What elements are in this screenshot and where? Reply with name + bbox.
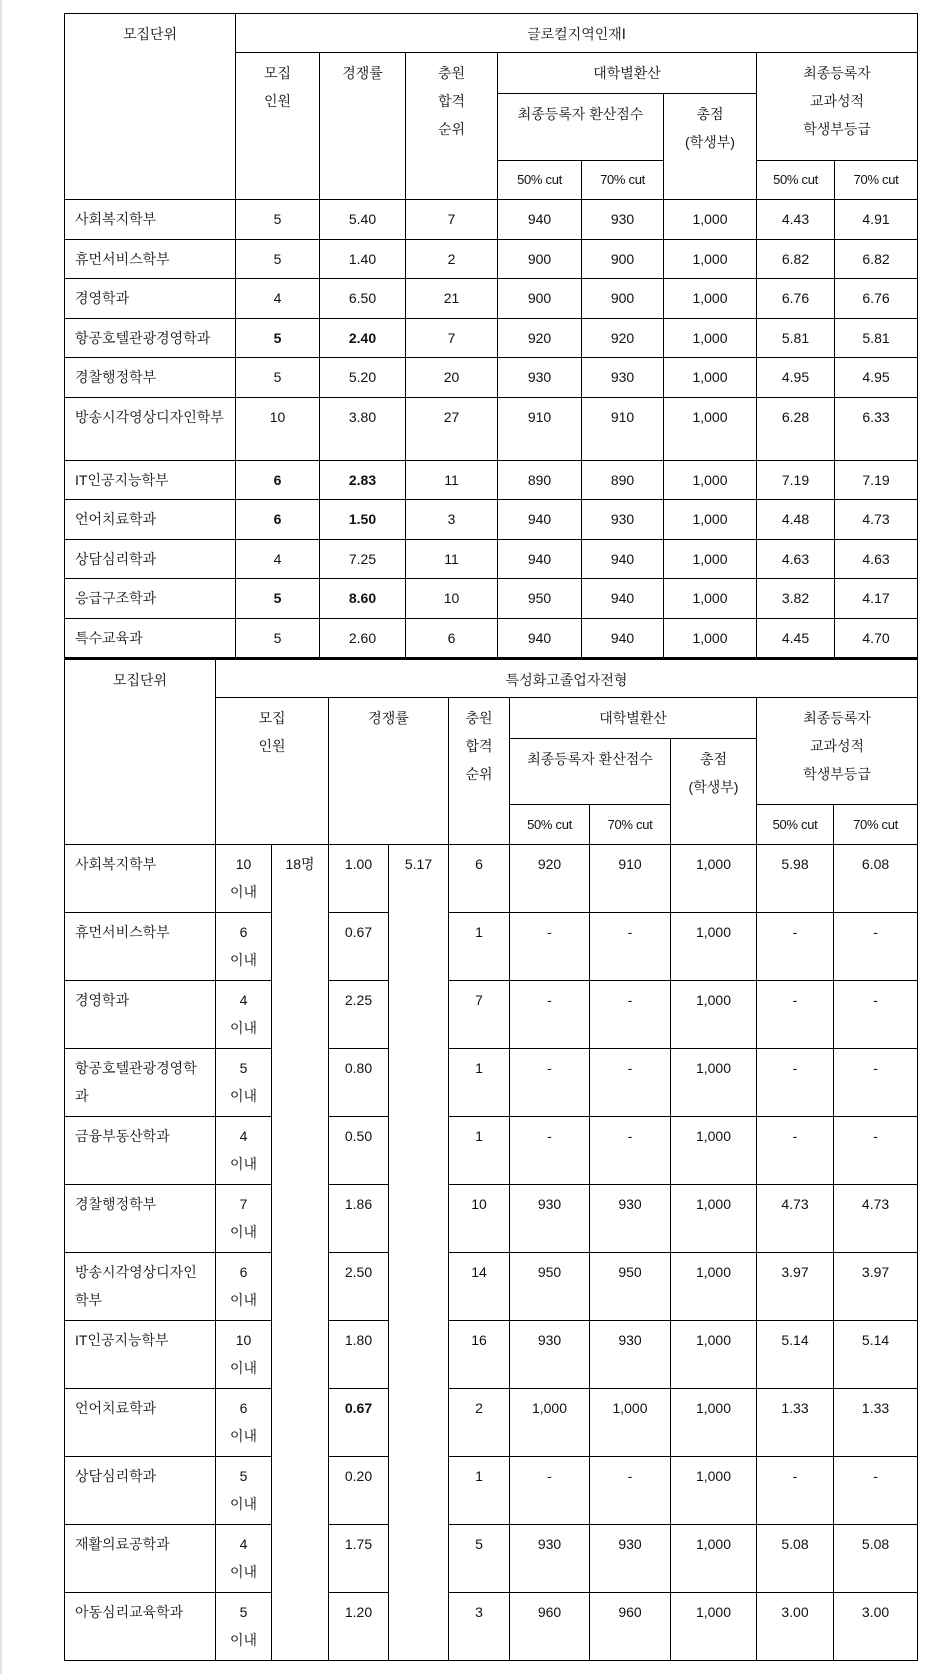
quota	[216, 1525, 272, 1593]
table-row	[65, 1185, 918, 1253]
quota-value: 4	[239, 1128, 248, 1144]
grade-cut50: 4.45	[757, 619, 835, 658]
competition-rate: 1.50	[320, 500, 406, 540]
competition-rate: 5.40	[320, 200, 406, 240]
score-cut50: 920	[510, 845, 590, 913]
table-row	[65, 1389, 918, 1457]
score-cut70: 910	[590, 845, 671, 913]
unit-name: 응급구조학과	[65, 579, 236, 619]
quota: 4	[236, 279, 320, 319]
total-score: 1,000	[664, 358, 757, 398]
competition-rate: 2.50	[329, 1253, 389, 1321]
score-cut50: -	[510, 1457, 590, 1525]
unit-name: 상담심리학과	[65, 540, 236, 579]
score-cut70: -	[590, 1049, 671, 1117]
table-row	[65, 1593, 918, 1661]
total-score: 1,000	[671, 1525, 757, 1593]
table-row	[65, 358, 918, 398]
header-grade: 최종등록자 교과성적 학생부등급	[757, 698, 918, 805]
grade-cut50: -	[757, 913, 834, 981]
table-row	[65, 1457, 918, 1525]
total-score: 1,000	[671, 1457, 757, 1525]
score-cut70: 930	[582, 500, 664, 540]
quota-value: 5	[239, 1604, 248, 1620]
grade-cut70: 4.95	[835, 358, 918, 398]
unit-name: 휴먼서비스학부	[65, 240, 236, 279]
score-cut70: 930	[582, 200, 664, 240]
grade-cut50: -	[757, 1457, 834, 1525]
unit-name: 사회복지학부	[65, 845, 216, 913]
total-score: 1,000	[671, 1593, 757, 1661]
unit-name: 방송시각영상디자인학부	[65, 398, 236, 461]
grade-cut70: 4.63	[835, 540, 918, 579]
total-score: 1,000	[671, 1049, 757, 1117]
header-unit: 모집단위	[65, 14, 236, 200]
table-row	[65, 398, 918, 461]
total-score: 1,000	[671, 981, 757, 1049]
additional-pass-rank: 10	[406, 579, 498, 619]
quota-value: 5	[239, 1060, 248, 1076]
quota-value: 10	[235, 1332, 252, 1348]
quota: 5	[236, 240, 320, 279]
total-score: 1,000	[671, 1321, 757, 1389]
header-cut70: 70% cut	[582, 161, 664, 200]
grade-cut70: 5.81	[835, 319, 918, 358]
quota	[216, 1117, 272, 1185]
score-cut70: 1,000	[590, 1389, 671, 1457]
total-score: 1,000	[664, 200, 757, 240]
total-score: 1,000	[664, 540, 757, 579]
header-quota: 모집 인원	[236, 53, 320, 200]
grade-cut50: -	[757, 1117, 834, 1185]
table-row	[65, 461, 918, 500]
additional-pass-rank: 21	[406, 279, 498, 319]
quota-suffix: 이내	[229, 1292, 258, 1308]
quota: 4	[236, 540, 320, 579]
score-cut50: 1,000	[510, 1389, 590, 1457]
quota	[216, 1321, 272, 1389]
score-cut50: 930	[510, 1321, 590, 1389]
total-quota: 18명	[272, 845, 329, 1661]
unit-name: 경영학과	[65, 279, 236, 319]
total-score: 1,000	[671, 845, 757, 913]
grade-cut70: 4.73	[834, 1185, 918, 1253]
score-cut70: 930	[582, 358, 664, 398]
quota-suffix: 이내	[229, 1632, 258, 1648]
header-section-title: 글로컬지역인재Ⅰ	[236, 14, 918, 53]
quota-suffix: 이내	[229, 1496, 258, 1512]
additional-pass-rank: 11	[406, 461, 498, 500]
quota-value: 4	[239, 992, 248, 1008]
quota	[216, 913, 272, 981]
score-cut50: 940	[498, 200, 582, 240]
grade-cut50: 4.95	[757, 358, 835, 398]
grade-cut70: -	[834, 981, 918, 1049]
total-score: 1,000	[664, 398, 757, 461]
table-row	[65, 845, 918, 913]
score-cut70: 940	[582, 540, 664, 579]
table-row	[65, 913, 918, 981]
grade-cut70: 6.76	[835, 279, 918, 319]
table-row	[65, 319, 918, 358]
table-row	[65, 540, 918, 579]
additional-pass-rank: 7	[406, 200, 498, 240]
grade-cut50: 6.82	[757, 240, 835, 279]
grade-cut50: 6.76	[757, 279, 835, 319]
header-rate: 경쟁률	[320, 53, 406, 200]
total-score: 1,000	[664, 279, 757, 319]
additional-pass-rank: 14	[449, 1253, 510, 1321]
additional-pass-rank: 7	[406, 319, 498, 358]
unit-name: 아동심리교육학과	[65, 1593, 216, 1661]
unit-name: 휴먼서비스학부	[65, 913, 216, 981]
unit-name: 언어치료학과	[65, 1389, 216, 1457]
unit-name: 상담심리학과	[65, 1457, 216, 1525]
unit-name: 사회복지학부	[65, 200, 236, 240]
total-competition-rate: 5.17	[389, 845, 449, 1661]
unit-name: 항공호텔관광경영학과	[65, 319, 236, 358]
unit-name: 금융부동산학과	[65, 1117, 216, 1185]
quota-value: 6	[239, 1264, 248, 1280]
score-cut50: 940	[498, 500, 582, 540]
score-cut50: 890	[498, 461, 582, 500]
header-section-title: 특성화고졸업자전형	[216, 659, 918, 698]
header-total: 총점 (학생부)	[671, 739, 757, 845]
additional-pass-rank: 27	[406, 398, 498, 461]
additional-pass-rank: 2	[406, 240, 498, 279]
header-grade-cut50: 50% cut	[757, 161, 835, 200]
grade-cut50: -	[757, 1049, 834, 1117]
quota	[216, 1049, 272, 1117]
quota-suffix: 이내	[229, 1428, 258, 1444]
header-grade-cut50: 50% cut	[757, 805, 834, 845]
table-row	[65, 1253, 918, 1321]
unit-name: 경찰행정학부	[65, 1185, 216, 1253]
unit-name: 언어치료학과	[65, 500, 236, 540]
additional-pass-rank: 1	[449, 913, 510, 981]
header-total: 총점 (학생부)	[664, 94, 757, 200]
table-row	[65, 1049, 918, 1117]
additional-pass-rank: 3	[406, 500, 498, 540]
competition-rate: 0.80	[329, 1049, 389, 1117]
score-cut50: 940	[498, 619, 582, 658]
page-left-edge	[0, 0, 2, 1674]
unit-name: 항공호텔관광경영학과	[65, 1049, 216, 1117]
competition-rate: 2.25	[329, 981, 389, 1049]
grade-cut70: 5.08	[834, 1525, 918, 1593]
score-cut70: 890	[582, 461, 664, 500]
competition-rate: 0.50	[329, 1117, 389, 1185]
grade-cut70: 7.19	[835, 461, 918, 500]
table-row	[65, 1117, 918, 1185]
table-row	[65, 619, 918, 658]
grade-cut50: 7.19	[757, 461, 835, 500]
quota: 5	[236, 319, 320, 358]
score-cut50: -	[510, 1049, 590, 1117]
grade-cut70: -	[834, 1457, 918, 1525]
total-score: 1,000	[664, 579, 757, 619]
total-score: 1,000	[664, 461, 757, 500]
quota: 5	[236, 619, 320, 658]
competition-rate: 6.50	[320, 279, 406, 319]
score-cut70: 900	[582, 240, 664, 279]
quota-suffix: 이내	[229, 1224, 258, 1240]
additional-pass-rank: 5	[449, 1525, 510, 1593]
grade-cut50: 5.08	[757, 1525, 834, 1593]
additional-pass-rank: 2	[449, 1389, 510, 1457]
quota-suffix: 이내	[229, 1020, 258, 1036]
additional-pass-rank: 1	[449, 1049, 510, 1117]
score-cut50: 910	[498, 398, 582, 461]
header-unit: 모집단위	[65, 659, 216, 845]
unit-name: 재활의료공학과	[65, 1525, 216, 1593]
score-cut70: -	[590, 1117, 671, 1185]
total-score: 1,000	[664, 500, 757, 540]
unit-name: 방송시각영상디자인학부	[65, 1253, 216, 1321]
quota-suffix: 이내	[229, 952, 258, 968]
table-row	[65, 240, 918, 279]
grade-cut50: 5.14	[757, 1321, 834, 1389]
additional-pass-rank: 6	[449, 845, 510, 913]
quota-value: 7	[239, 1196, 248, 1212]
total-score: 1,000	[664, 619, 757, 658]
additional-pass-rank: 10	[449, 1185, 510, 1253]
header-rank: 충원 합격 순위	[406, 53, 498, 200]
score-cut70: -	[590, 913, 671, 981]
grade-cut50: 4.43	[757, 200, 835, 240]
quota: 6	[236, 461, 320, 500]
score-cut70: 940	[582, 579, 664, 619]
table-row	[65, 579, 918, 619]
header-rate: 경쟁률	[329, 698, 449, 845]
quota-value: 6	[239, 1400, 248, 1416]
quota-suffix: 이내	[229, 1156, 258, 1172]
grade-cut70: -	[834, 1049, 918, 1117]
grade-cut50: -	[757, 981, 834, 1049]
score-cut50: 920	[498, 319, 582, 358]
competition-rate: 1.40	[320, 240, 406, 279]
score-cut50: 950	[510, 1253, 590, 1321]
additional-pass-rank: 3	[449, 1593, 510, 1661]
score-cut70: 930	[590, 1321, 671, 1389]
competition-rate: 1.86	[329, 1185, 389, 1253]
quota	[216, 1457, 272, 1525]
grade-cut70: 3.00	[834, 1593, 918, 1661]
grade-cut70: 6.33	[835, 398, 918, 461]
table-row	[65, 981, 918, 1049]
quota	[216, 1593, 272, 1661]
total-score: 1,000	[671, 1253, 757, 1321]
score-cut50: 900	[498, 240, 582, 279]
quota-suffix: 이내	[229, 1088, 258, 1104]
quota-suffix: 이내	[229, 884, 258, 900]
score-cut70: 930	[590, 1185, 671, 1253]
quota-suffix: 이내	[229, 1564, 258, 1580]
grade-cut50: 5.81	[757, 319, 835, 358]
score-cut50: -	[510, 981, 590, 1049]
additional-pass-rank: 1	[449, 1117, 510, 1185]
score-cut70: 930	[590, 1525, 671, 1593]
competition-rate: 3.80	[320, 398, 406, 461]
header-final-conversion: 최종등록자 환산점수	[498, 94, 664, 161]
header-cut50: 50% cut	[510, 805, 590, 845]
total-score: 1,000	[671, 1117, 757, 1185]
grade-cut70: 4.17	[835, 579, 918, 619]
quota-value: 5	[239, 1468, 248, 1484]
score-cut70: 910	[582, 398, 664, 461]
quota-value: 10	[235, 856, 252, 872]
table-row	[65, 279, 918, 319]
unit-name: 특수교육과	[65, 619, 236, 658]
quota: 5	[236, 579, 320, 619]
grade-cut50: 3.00	[757, 1593, 834, 1661]
header-final-conversion: 최종등록자 환산점수	[510, 739, 671, 805]
unit-name: IT인공지능학부	[65, 461, 236, 500]
additional-pass-rank: 6	[406, 619, 498, 658]
header-cut70: 70% cut	[590, 805, 671, 845]
grade-cut70: 3.97	[834, 1253, 918, 1321]
grade-cut50: 1.33	[757, 1389, 834, 1457]
total-score: 1,000	[671, 1185, 757, 1253]
score-cut70: 950	[590, 1253, 671, 1321]
competition-rate: 1.00	[329, 845, 389, 913]
header-grade-cut70: 70% cut	[834, 805, 918, 845]
table-row	[65, 1525, 918, 1593]
quota: 5	[236, 200, 320, 240]
competition-rate: 0.67	[329, 913, 389, 981]
score-cut70: 900	[582, 279, 664, 319]
grade-cut70: 4.91	[835, 200, 918, 240]
unit-name: 경찰행정학부	[65, 358, 236, 398]
header-grade: 최종등록자 교과성적 학생부등급	[757, 53, 918, 161]
competition-rate: 0.20	[329, 1457, 389, 1525]
score-cut70: 960	[590, 1593, 671, 1661]
total-score: 1,000	[664, 319, 757, 358]
quota-value: 4	[239, 1536, 248, 1552]
grade-cut70: -	[834, 1117, 918, 1185]
grade-cut50: 3.97	[757, 1253, 834, 1321]
score-cut70: -	[590, 981, 671, 1049]
grade-cut70: 1.33	[834, 1389, 918, 1457]
quota: 5	[236, 358, 320, 398]
score-cut50: -	[510, 1117, 590, 1185]
score-cut50: 950	[498, 579, 582, 619]
score-cut70: -	[590, 1457, 671, 1525]
competition-rate: 0.67	[329, 1389, 389, 1457]
header-rank: 충원 합격 순위	[449, 698, 510, 845]
grade-cut70: 4.73	[835, 500, 918, 540]
quota	[216, 1253, 272, 1321]
grade-cut50: 4.63	[757, 540, 835, 579]
total-score: 1,000	[664, 240, 757, 279]
grade-cut70: 6.08	[834, 845, 918, 913]
header-cut50: 50% cut	[498, 161, 582, 200]
score-cut50: 930	[510, 1185, 590, 1253]
competition-rate: 1.75	[329, 1525, 389, 1593]
competition-rate: 1.80	[329, 1321, 389, 1389]
competition-rate: 2.83	[320, 461, 406, 500]
quota	[216, 1389, 272, 1457]
table-global-local-talent	[64, 13, 918, 658]
quota	[216, 981, 272, 1049]
score-cut50: 930	[510, 1525, 590, 1593]
additional-pass-rank: 7	[449, 981, 510, 1049]
unit-name: IT인공지능학부	[65, 1321, 216, 1389]
total-score: 1,000	[671, 1389, 757, 1457]
quota-suffix: 이내	[229, 1360, 258, 1376]
competition-rate: 7.25	[320, 540, 406, 579]
competition-rate: 2.60	[320, 619, 406, 658]
competition-rate: 8.60	[320, 579, 406, 619]
competition-rate: 1.20	[329, 1593, 389, 1661]
score-cut50: 900	[498, 279, 582, 319]
grade-cut50: 4.48	[757, 500, 835, 540]
grade-cut50: 6.28	[757, 398, 835, 461]
header-quota: 모집 인원	[216, 698, 329, 845]
grade-cut70: 4.70	[835, 619, 918, 658]
grade-cut70: -	[834, 913, 918, 981]
additional-pass-rank: 11	[406, 540, 498, 579]
header-univ-conversion: 대학별환산	[510, 698, 757, 739]
competition-rate: 2.40	[320, 319, 406, 358]
quota	[216, 1185, 272, 1253]
grade-cut70: 5.14	[834, 1321, 918, 1389]
header-univ-conversion: 대학별환산	[498, 53, 757, 94]
quota-value: 6	[239, 924, 248, 940]
grade-cut70: 6.82	[835, 240, 918, 279]
additional-pass-rank: 20	[406, 358, 498, 398]
table-vocational-high-school	[64, 657, 918, 1661]
score-cut50: 960	[510, 1593, 590, 1661]
quota: 6	[236, 500, 320, 540]
table-row	[65, 1321, 918, 1389]
competition-rate: 5.20	[320, 358, 406, 398]
unit-name: 경영학과	[65, 981, 216, 1049]
total-score: 1,000	[671, 913, 757, 981]
score-cut50: 930	[498, 358, 582, 398]
score-cut50: 940	[498, 540, 582, 579]
header-grade-cut70: 70% cut	[835, 161, 918, 200]
score-cut50: -	[510, 913, 590, 981]
grade-cut50: 5.98	[757, 845, 834, 913]
quota: 10	[236, 398, 320, 461]
additional-pass-rank: 16	[449, 1321, 510, 1389]
table-row	[65, 500, 918, 540]
score-cut70: 920	[582, 319, 664, 358]
table-row	[65, 200, 918, 240]
grade-cut50: 4.73	[757, 1185, 834, 1253]
additional-pass-rank: 1	[449, 1457, 510, 1525]
grade-cut50: 3.82	[757, 579, 835, 619]
quota	[216, 845, 272, 913]
score-cut70: 940	[582, 619, 664, 658]
